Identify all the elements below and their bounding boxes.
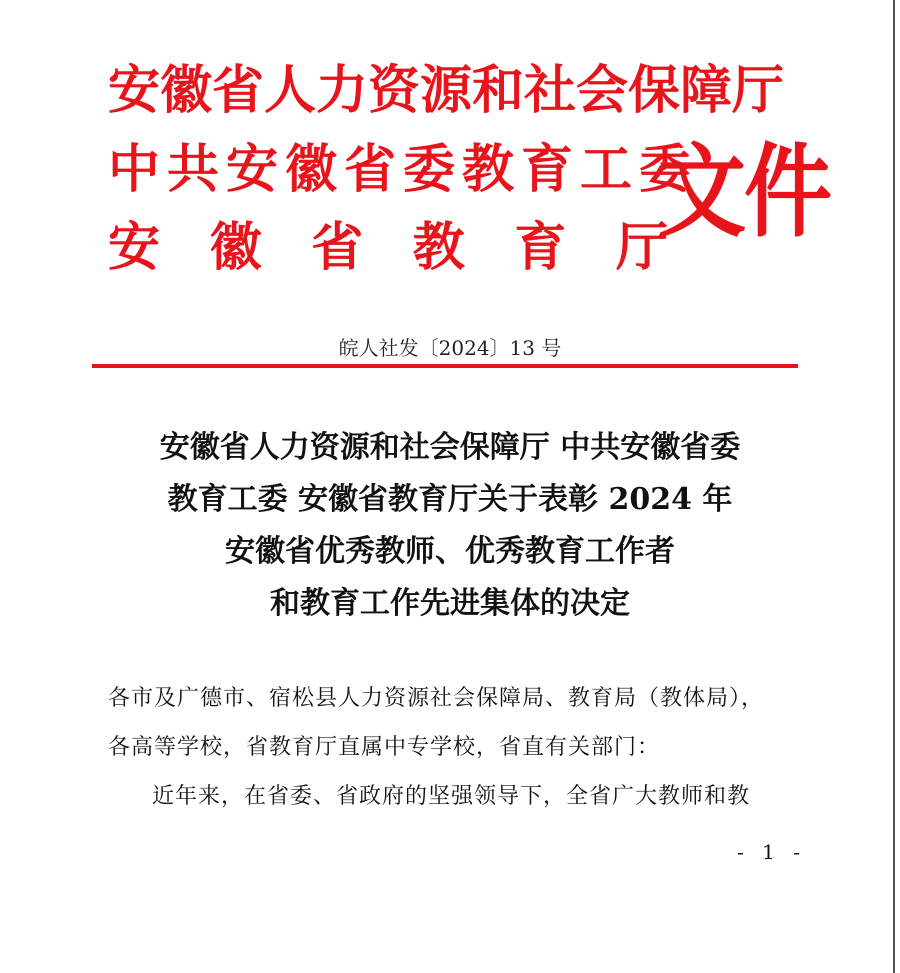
red-divider <box>92 364 798 368</box>
document-label: 文件 <box>658 131 831 252</box>
document-title-line-1: 安徽省人力资源和社会保障厅 中共安徽省委 <box>159 430 741 465</box>
body-paragraph: 近年来，在省委、省政府的坚强领导下，全省广大教师和教 <box>152 784 751 809</box>
document-title-line-3: 安徽省优秀教师、优秀教育工作者 <box>225 534 675 569</box>
agency-name-education-department: 安 徽 省 教 育 厅 <box>108 217 668 278</box>
agency-name-education-committee: 中共安徽省委教育工委 <box>108 139 699 200</box>
red-header <box>0 0 900 300</box>
recipients-line-1: 各市及广德市、宿松县人力资源社会保障局、教育局（教体局）， <box>108 686 765 711</box>
agency-name-hrss: 安徽省人力资源和社会保障厅 <box>108 60 785 121</box>
document-title-line-4: 和教育工作先进集体的决定 <box>270 586 630 621</box>
page-number: - 1 - <box>737 840 806 864</box>
document-title-line-2: 教育工委 安徽省教育厅关于表彰 2024 年 <box>167 482 733 517</box>
recipients-line-2: 各高等学校，省教育厅直属中专学校，省直有关部门： <box>108 735 661 760</box>
document-number: 皖人社发〔2024〕13 号 <box>338 336 562 360</box>
